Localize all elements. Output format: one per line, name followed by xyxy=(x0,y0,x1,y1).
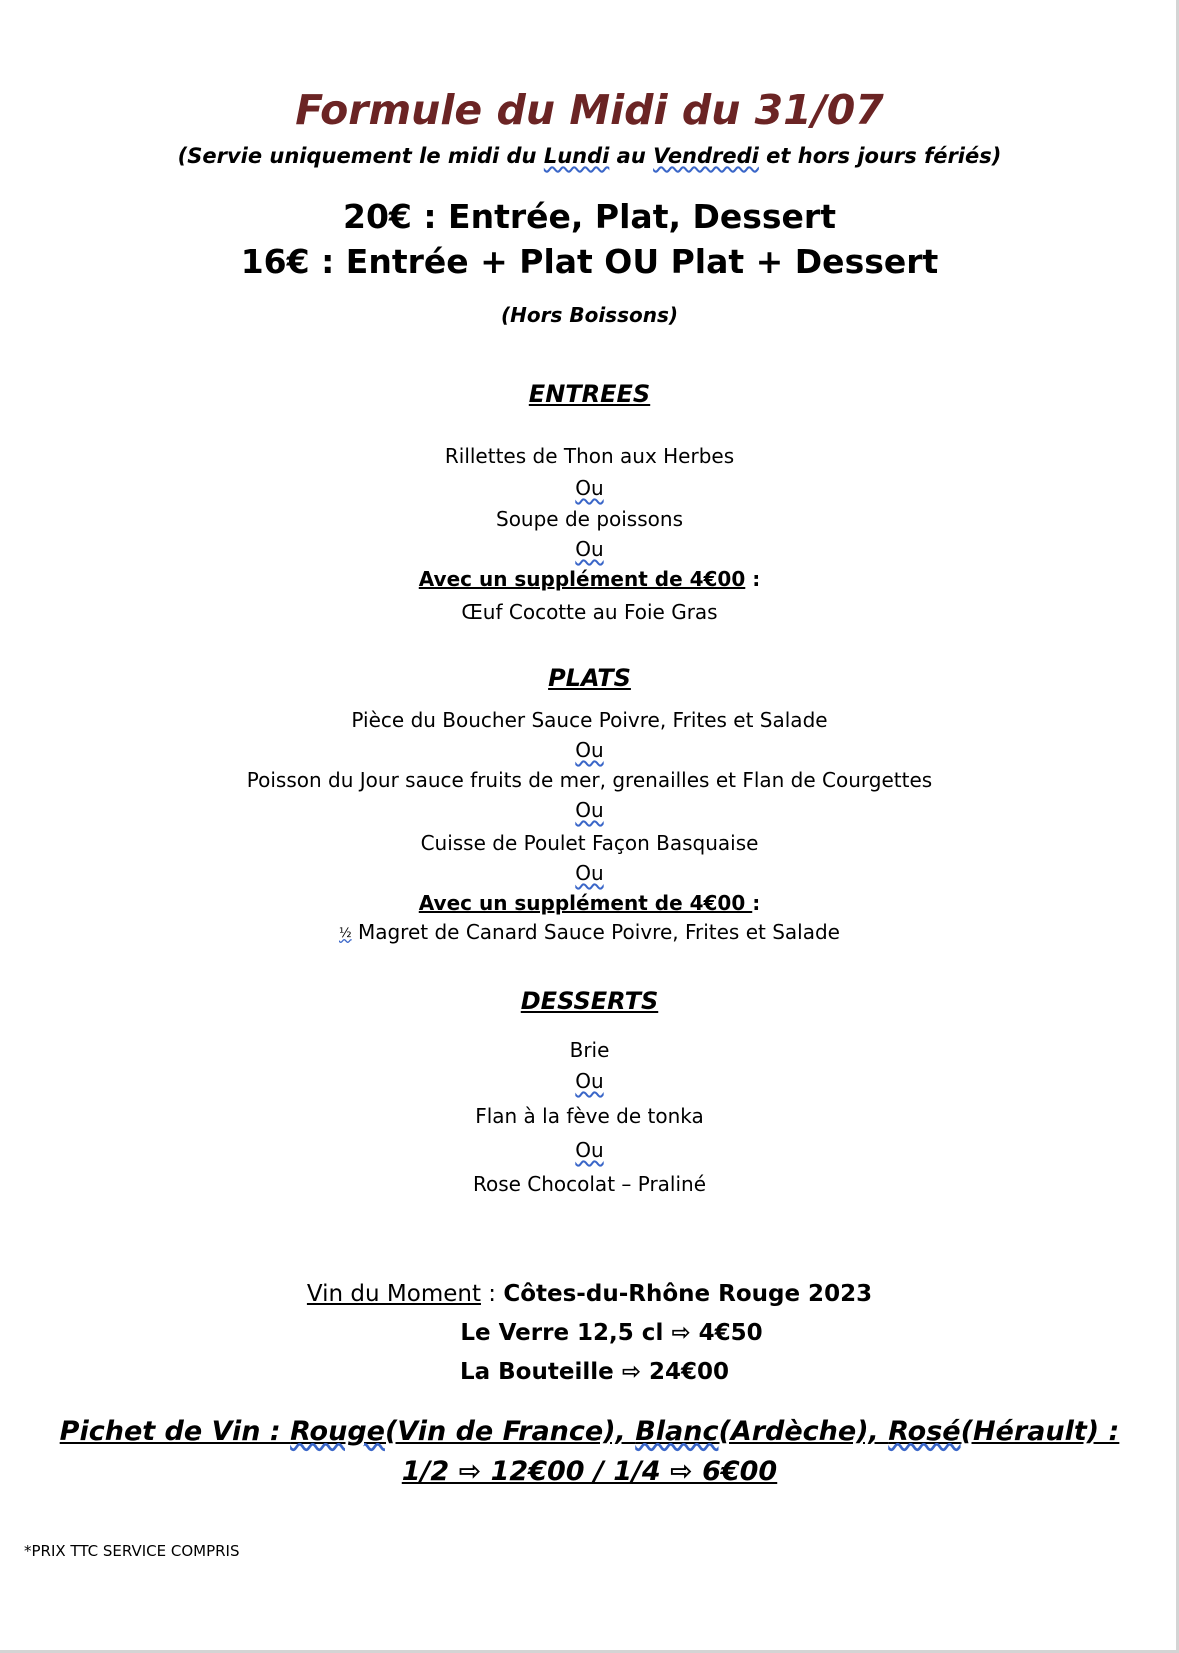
supplement-label: Avec un supplément de 4€00 xyxy=(418,567,746,591)
entree-supplement xyxy=(0,567,1179,591)
or-separator xyxy=(0,798,1179,822)
entree-item-1: Rillettes de Thon aux Herbes xyxy=(444,444,735,468)
footnote: *PRIX TTC SERVICE COMPRIS xyxy=(24,1542,240,1560)
dessert-item-3: Rose Chocolat – Praliné xyxy=(472,1172,707,1196)
plat-item-4-text: Magret de Canard Sauce Poivre, Frites et Salade xyxy=(351,920,840,944)
wine-label: Vin du Moment xyxy=(306,1281,481,1307)
pichet-rouge-detail: (Vin de France), xyxy=(384,1416,636,1447)
subtitle-mid: au xyxy=(609,144,654,168)
price-note: (Hors Boissons) xyxy=(500,303,679,327)
subtitle-lundi: Lundi xyxy=(543,144,610,168)
plat-item-2: Poisson du Jour sauce fruits de mer, grenailles et Flan de Courgettes xyxy=(246,768,933,792)
entree-item-3: Œuf Cocotte au Foie Gras xyxy=(461,600,718,624)
plat-item-4 xyxy=(0,920,1179,944)
subtitle-post: et hors jours fériés) xyxy=(758,144,1002,168)
or-label: Ou xyxy=(575,738,604,762)
pichet-rose: Rosé xyxy=(888,1416,961,1447)
or-label: Ou xyxy=(575,1138,604,1162)
pichet-line-1 xyxy=(0,1416,1179,1447)
pichet-pre: Pichet de Vin : xyxy=(59,1416,291,1447)
wine-sep: : xyxy=(480,1281,504,1307)
subtitle-pre: (Servie uniquement le midi du xyxy=(177,144,544,168)
wine-bottle-price: La Bouteille ⇨ 24€00 xyxy=(459,1359,730,1385)
menu-subtitle xyxy=(0,144,1179,168)
price-formula-full: 20€ : Entrée, Plat, Dessert xyxy=(343,197,836,236)
or-label: Ou xyxy=(575,1069,604,1093)
or-separator xyxy=(0,738,1179,762)
supplement-colon: : xyxy=(745,567,761,591)
section-title-entrees: ENTREES xyxy=(528,380,651,408)
menu-title: Formule du Midi du 31/07 xyxy=(295,86,884,134)
price-formula-partial: 16€ : Entrée + Plat OU Plat + Dessert xyxy=(240,242,939,281)
plat-item-1: Pièce du Boucher Sauce Poivre, Frites et Salade xyxy=(351,708,828,732)
or-label: Ou xyxy=(575,861,604,885)
plat-item-3: Cuisse de Poulet Façon Basquaise xyxy=(420,831,759,855)
half-fraction: ½ xyxy=(339,926,352,941)
subtitle-vendredi: Vendredi xyxy=(653,144,759,168)
entree-item-2: Soupe de poissons xyxy=(496,507,683,531)
supplement-label: Avec un supplément de 4€00 xyxy=(418,891,753,915)
wine-name: Côtes-du-Rhône Rouge 2023 xyxy=(503,1281,873,1307)
or-separator xyxy=(0,476,1179,500)
or-separator xyxy=(0,861,1179,885)
pichet-rose-detail: (Hérault) : xyxy=(960,1416,1120,1447)
or-label: Ou xyxy=(575,798,604,822)
or-label: Ou xyxy=(575,476,604,500)
or-separator xyxy=(0,1069,1179,1093)
dessert-item-1: Brie xyxy=(569,1038,610,1062)
supplement-colon: : xyxy=(752,891,761,915)
pichet-blanc: Blanc xyxy=(635,1416,719,1447)
or-separator xyxy=(0,1138,1179,1162)
plat-supplement xyxy=(0,891,1179,915)
wine-glass-price: Le Verre 12,5 cl ⇨ 4€50 xyxy=(460,1320,763,1346)
section-title-plats: PLATS xyxy=(548,664,631,692)
pichet-rouge: Rouge xyxy=(290,1416,385,1447)
section-title-desserts: DESSERTS xyxy=(520,987,659,1015)
or-separator xyxy=(0,537,1179,561)
wine-of-moment xyxy=(0,1281,1179,1307)
pichet-blanc-detail: (Ardèche), xyxy=(718,1416,889,1447)
pichet-line-2: 1/2 ⇨ 12€00 / 1/4 ⇨ 6€00 xyxy=(401,1456,778,1487)
dessert-item-2: Flan à la fève de tonka xyxy=(475,1104,704,1128)
or-label: Ou xyxy=(575,537,604,561)
